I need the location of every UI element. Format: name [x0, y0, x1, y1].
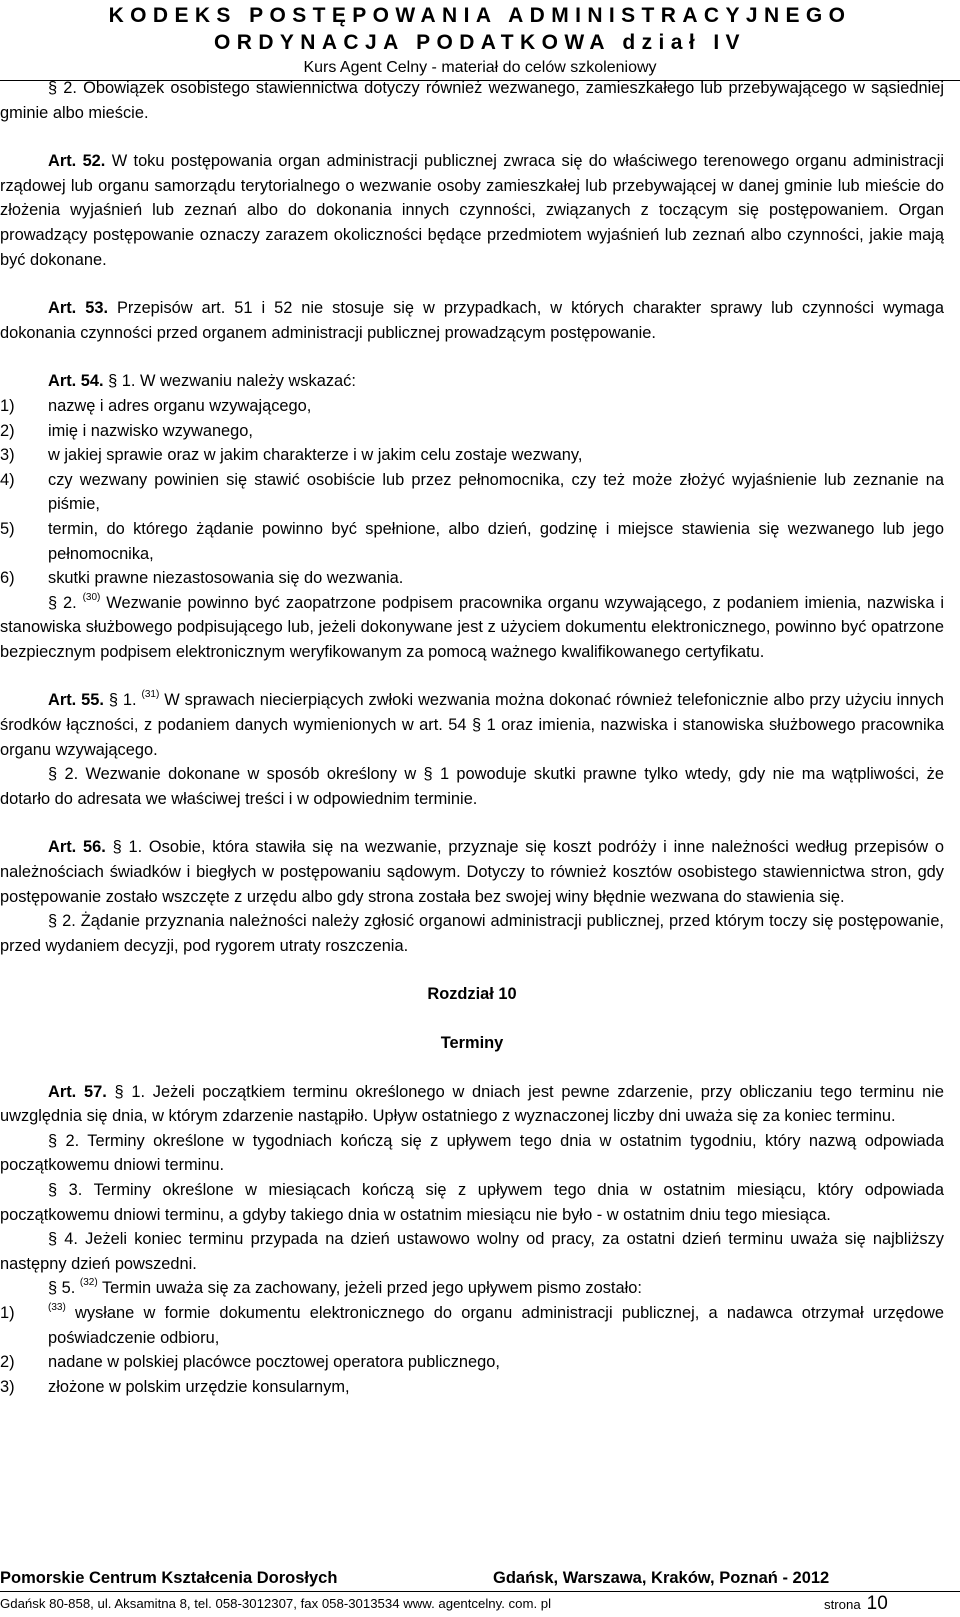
- list-number: 2): [0, 1353, 15, 1372]
- list-text: wysłane w formie dokumentu elektronicznego do organu administracji publicznej, a nadawca otrzymał urzędowe poświadczenie odbioru,: [48, 1303, 944, 1347]
- page-label: strona: [824, 1597, 861, 1612]
- footnote-ref: (31): [141, 689, 160, 701]
- paragraph-text: Wezwanie powinno być zaopatrzone podpisem pracownika organu wzywającego, z podaniem imienia, nazwiska i stanowiska służbowego podpisującego lub, jeżeli dokonywane jest z użyciem dokumentu elektronicznego, powinno być opatrzone bezpiecznym podpisem elektronicznym weryfikowanym za pomocą ważnego kwalifikowanego certyfikatu.: [0, 593, 944, 661]
- article-label: Art. 56.: [48, 838, 106, 857]
- article-text: Przepisów art. 51 i 52 nie stosuje się w przypadkach, w których charakter sprawy lub czynności wymaga dokonania czynności przed organem administracji publicznej prowadzącym postępowanie.: [0, 299, 944, 342]
- paragraph: [0, 1276, 944, 1301]
- list-item: [0, 1350, 944, 1375]
- paragraph: § 2. Żądanie przyznania należności należy zgłosić organowi administracji publicznej, przed którym toczy się postępowanie, przed wydaniem decyzji, pod rygorem utraty roszczenia.: [0, 912, 944, 955]
- footnote-ref: (30): [82, 591, 101, 603]
- header-title: KODEKS POSTĘPOWANIA ADMINISTRACYJNEGO: [108, 4, 852, 27]
- article-text: § 1. Osobie, która stawiła się na wezwanie, przyznaje się koszt podróży i inne należności według przepisów o należnościach świadków i biegłych w postępowaniu sądowym. Dotyczy to również kosztów osobistego stawiennictwa stron, gdy postępowanie zostało wszczęte z urzędu albo gdy strona została bez swojej winy błędnie wezwana do stawienia się.: [0, 838, 944, 906]
- article-text: § 1. Jeżeli początkiem terminu określonego w dniach jest pewne zdarzenie, przy obliczaniu tego terminu nie uwzględnia się dnia, w którym zdarzenie nastąpiło. Upływ ostatniego z wyznaczonej liczby dni uważa się za koniec terminu.: [0, 1082, 944, 1126]
- list-text: skutki prawne niezastosowania się do wezwania.: [48, 569, 404, 588]
- list-number: 2): [0, 421, 15, 440]
- header-course: Kurs Agent Celny - materiał do celów szkoleniowy: [303, 59, 657, 76]
- document-body: [0, 76, 944, 1399]
- section-mark: § 1.: [103, 691, 142, 710]
- list-number: 6): [0, 569, 15, 588]
- chapter-title: Terminy: [440, 1034, 504, 1052]
- paragraph: § 2. Terminy określone w tygodniach kończą się z upływem tego dnia w ostatnim tygodniu, który nazwą odpowiada początkowemu dniowi terminu.: [0, 1131, 944, 1175]
- article-text: W sprawach niecierpiących zwłoki wezwania można dokonać również telefonicznie albo przy użyciu innych środków łączności, z podaniem danych wymienionych w art. 54 § 1 oraz imienia, nazwiska i stanowiska służbowego pracownika organu wzywającego.: [0, 691, 945, 759]
- list-text: w jakiej sprawie oraz w jakim charakterze i w jakim celu zostaje wezwany,: [48, 446, 583, 465]
- list-text: nazwę i adres organu wzywającego,: [48, 396, 312, 415]
- list-number: 4): [0, 470, 15, 489]
- footer-right: Gdańsk, Warszawa, Kraków, Poznań - 2012: [493, 1569, 830, 1587]
- paragraph: [0, 591, 944, 665]
- list-item: [0, 517, 944, 566]
- list-number: 3): [0, 1377, 15, 1396]
- list-number: 3): [0, 446, 15, 465]
- list-item: [0, 566, 944, 591]
- list-text: czy wezwany powinien się stawić osobiście lub przez pełnomocnika, czy też może złożyć wyjaśnienie lub zeznanie na piśmie,: [48, 470, 944, 514]
- list-text: termin, do którego żądanie powinno być spełnione, albo dzień, godzinę i miejsce stawienia się wezwanego lub jego pełnomocnika,: [48, 519, 944, 563]
- article-label: Art. 52.: [48, 152, 106, 171]
- article-text: W toku postępowania organ administracji publicznej zwraca się do właściwego terenowego organu administracji rządowej lub organu samorządu terytorialnego o wezwanie osoby zamieszkałej lub przebywającej w danej gminie lub mieście do złożenia wyjaśnień lub zeznań albo do dokonania innych czynności, związanych z toczącym się postępowaniem. Organ prowadzący postępowanie oznaczy zarazem okoliczności będące przedmiotem wyjaśnień lub zeznań albo czynności, jakie mają być dokonane.: [0, 152, 944, 269]
- list-text: złożone w polskim urzędzie konsularnym,: [48, 1377, 350, 1396]
- section-mark: § 5.: [48, 1279, 80, 1298]
- footer-left: Pomorskie Centrum Kształcenia Dorosłych: [0, 1569, 338, 1587]
- footer-address-line: [0, 1593, 960, 1614]
- paragraph: § 2. Obowiązek osobistego stawiennictwa dotyczy również wezwanego, zamieszkałego lub przebywającego w sąsiedniej gminie albo mieście.: [0, 79, 944, 122]
- footer-rule: [0, 1591, 960, 1592]
- page-indicator: [824, 1593, 888, 1615]
- article-56: [0, 835, 944, 909]
- list-item: [0, 1301, 944, 1350]
- list-text: nadane w polskiej placówce pocztowej operatora publicznego,: [48, 1353, 500, 1372]
- list-item: [0, 443, 944, 468]
- paragraph-text: Termin uważa się za zachowany, jeżeli przed jego upływem pismo zostało:: [97, 1279, 642, 1298]
- chapter-heading: Rozdział 10: [427, 985, 517, 1004]
- article-label: Art. 57.: [48, 1082, 107, 1101]
- article-52: [0, 149, 944, 272]
- article-label: Art. 53.: [48, 299, 108, 318]
- list-number: 1): [0, 1303, 15, 1322]
- footnote-ref: (33): [48, 1301, 66, 1313]
- list-number: 1): [0, 396, 15, 415]
- section-mark: § 2.: [48, 593, 83, 612]
- page-header: [0, 0, 960, 78]
- paragraph: § 3. Terminy określone w miesiącach kończą się z upływem tego dnia w ostatnim miesiącu, który odpowiada początkowemu dniowi terminu, a gdyby takiego dnia w ostatnim miesiącu nie było - w ostatnim dniu tego miesiąca.: [0, 1180, 944, 1224]
- paragraph: § 2. Wezwanie dokonane w sposób określony w § 1 powoduje skutki prawne tylko wtedy, gdy nie ma wątpliwości, że dotarło do adresata we właściwej treści i w odpowiednim terminie.: [0, 765, 944, 808]
- article-text: § 1. W wezwaniu należy wskazać:: [103, 372, 356, 391]
- footer-address: Gdańsk 80-858, ul. Aksamitna 8, tel. 058-3012307, fax 058-3013534 www. agentcelny. com. pl: [0, 1596, 552, 1611]
- list-item: [0, 394, 944, 419]
- article-54: [0, 369, 944, 394]
- article-57: [0, 1080, 944, 1129]
- page-number: 10: [866, 1593, 888, 1614]
- footer-org: [0, 1569, 960, 1588]
- list-item: [0, 419, 944, 444]
- article-label: Art. 54.: [48, 372, 104, 391]
- list-text: imię i nazwisko wzywanego,: [48, 421, 253, 440]
- article-55: [0, 688, 944, 762]
- footnote-ref: (32): [79, 1277, 98, 1289]
- list-item: [0, 1375, 944, 1400]
- list-item: [0, 468, 944, 517]
- article-53: [0, 296, 944, 345]
- article-label: Art. 55.: [48, 691, 104, 710]
- list-number: 5): [0, 519, 15, 538]
- paragraph: § 4. Jeżeli koniec terminu przypada na dzień ustawowo wolny od pracy, za ostatni dzień terminu uważa się najbliższy następny dzień powszedni.: [0, 1230, 944, 1273]
- header-subtitle: ORDYNACJA PODATKOWA dział IV: [214, 31, 746, 54]
